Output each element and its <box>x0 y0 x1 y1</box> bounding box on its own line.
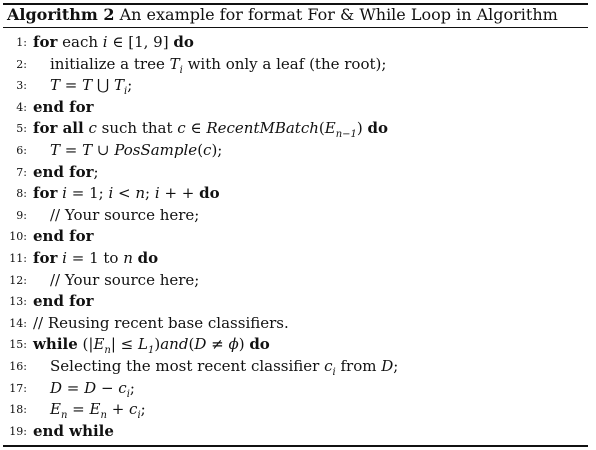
math-symbol: i <box>62 184 67 203</box>
line-number: 6: <box>16 143 27 157</box>
algorithm-line <box>3 97 588 119</box>
line-number: 8: <box>16 187 27 201</box>
line-code <box>33 421 114 443</box>
line-number: 13: <box>9 295 27 309</box>
algorithm-line <box>3 334 588 356</box>
keyword: end for <box>33 292 94 311</box>
math-subscript: n <box>60 410 68 422</box>
math-subscript: 1 <box>148 345 155 357</box>
line-code <box>33 313 289 335</box>
code-text: + + <box>159 184 200 203</box>
keyword: for all <box>33 119 84 138</box>
code-text: ∈ <box>185 119 207 138</box>
code-text: initialize a tree <box>50 54 170 73</box>
algorithm-line <box>3 378 588 400</box>
line-code <box>50 205 199 227</box>
code-text: − <box>96 378 119 397</box>
algorithm-line <box>3 54 588 76</box>
algorithm-line <box>3 313 588 335</box>
code-text: // Your source here; <box>50 270 200 289</box>
math-subscript: i <box>332 366 336 378</box>
math-symbol: T <box>50 76 61 95</box>
math-symbol: ϕ <box>228 335 239 354</box>
caption-label: Algorithm 2 <box>7 5 115 24</box>
algorithm-line <box>3 399 588 421</box>
line-number: 18: <box>9 403 27 417</box>
keyword: do <box>249 335 270 354</box>
code-text: ) <box>356 119 368 138</box>
code-text: ; <box>393 356 399 375</box>
keyword: do <box>173 33 194 51</box>
keyword: end for <box>33 227 94 246</box>
math-symbol: and <box>160 335 189 354</box>
code-text: ≠ <box>206 335 229 354</box>
code-text: ); <box>211 140 223 159</box>
math-subscript: i <box>137 410 141 422</box>
code-text: ⋃ <box>92 76 114 95</box>
keyword: for <box>33 33 58 51</box>
keyword: do <box>137 248 159 267</box>
code-text: (| <box>77 335 94 354</box>
algorithm-line <box>3 291 588 313</box>
code-text: // Your source here; <box>50 205 200 224</box>
algorithm-line <box>3 140 588 162</box>
math-symbol: i <box>154 184 160 203</box>
math-symbol: c <box>324 356 333 375</box>
math-symbol: E <box>89 400 101 419</box>
math-symbol: i <box>62 248 67 267</box>
line-number: 7: <box>16 165 27 179</box>
algorithm-line <box>3 421 588 443</box>
math-subscript: i <box>126 388 130 400</box>
algorithm-block <box>3 3 588 443</box>
line-code <box>50 140 222 162</box>
math-symbol: T <box>169 54 180 73</box>
keyword: do <box>367 119 389 138</box>
code-text: = <box>62 378 85 397</box>
code-text: ; <box>127 76 133 95</box>
algorithm-line <box>3 32 588 54</box>
line-number: 15: <box>9 338 27 352</box>
math-symbol: E <box>324 119 336 138</box>
code-text: from <box>335 356 382 375</box>
math-symbol: c <box>203 140 212 159</box>
line-code <box>33 248 158 270</box>
math-symbol: c <box>177 119 186 138</box>
line-number: 2: <box>16 57 27 71</box>
line-code <box>33 291 94 313</box>
math-symbol: L <box>138 335 148 354</box>
keyword: while <box>33 335 78 354</box>
math-symbol: D <box>50 378 63 397</box>
line-code <box>33 183 220 205</box>
keyword: end for <box>33 162 94 181</box>
math-symbol: RecentMBatch <box>206 119 319 138</box>
code-text: ; <box>140 400 146 419</box>
code-text: = <box>60 140 83 159</box>
math-subscript: n−1 <box>335 129 357 141</box>
code-text: ; <box>129 378 135 397</box>
code-text: ; <box>145 184 155 203</box>
line-number: 17: <box>9 381 27 395</box>
code-text: each <box>57 33 103 51</box>
algorithm-lines <box>3 32 588 442</box>
code-text: with only a leaf (the root); <box>182 54 387 73</box>
code-text: ) <box>238 335 250 354</box>
code-text: ∪ <box>92 140 115 159</box>
math-symbol: c <box>129 400 138 419</box>
code-text: < <box>113 184 136 203</box>
line-number: 11: <box>9 251 27 265</box>
caption-text: An example for format For & While Loop in Algorithm <box>119 5 558 24</box>
algorithm-line <box>3 270 588 292</box>
code-text: = <box>67 400 90 419</box>
math-symbol: c <box>118 378 127 397</box>
code-text: | ≤ <box>110 335 139 354</box>
algorithm-line <box>3 118 588 140</box>
code-text: = 1 to <box>66 248 124 267</box>
math-symbol: D <box>194 335 207 354</box>
algorithm-line <box>3 162 588 184</box>
math-subscript: n <box>104 345 111 357</box>
algorithm-line <box>3 356 588 378</box>
math-symbol: E <box>93 335 105 354</box>
line-code <box>33 226 94 248</box>
math-symbol: c <box>88 119 97 138</box>
code-text: ( <box>188 335 195 354</box>
math-symbol: D <box>84 378 97 397</box>
math-symbol: i <box>102 33 108 51</box>
code-text: + <box>106 400 130 419</box>
algorithm-line <box>3 226 588 248</box>
line-code <box>33 97 94 119</box>
code-text: = 1; <box>66 184 109 203</box>
line-number: 4: <box>16 100 27 114</box>
keyword: do <box>199 184 220 203</box>
math-subscript: i <box>124 86 128 98</box>
code-text: // Reusing recent base classifiers. <box>33 313 289 332</box>
math-symbol: T <box>82 76 93 95</box>
math-subscript: i <box>179 64 183 76</box>
code-text: such that <box>96 119 178 138</box>
code-text: ; <box>93 162 99 181</box>
algorithm-line <box>3 183 588 205</box>
math-symbol: T <box>82 140 93 159</box>
line-number: 16: <box>9 359 27 373</box>
math-symbol: PosSample <box>114 140 198 159</box>
math-symbol: D <box>381 356 394 375</box>
code-text: = <box>60 76 83 95</box>
math-symbol: E <box>50 400 61 419</box>
keyword: end for <box>33 97 94 116</box>
keyword: for <box>33 184 58 203</box>
algorithm-line <box>3 248 588 270</box>
line-number: 10: <box>9 230 27 244</box>
code-text: ∈ [1, 9] <box>107 33 174 51</box>
code-text: Selecting the most recent classifier <box>50 356 325 375</box>
line-number: 5: <box>16 122 27 136</box>
math-symbol: T <box>113 76 124 95</box>
keyword: for <box>33 248 58 267</box>
math-symbol: i <box>108 184 114 203</box>
code-text: ) <box>154 335 161 354</box>
line-number: 14: <box>9 316 27 330</box>
line-code <box>33 32 194 54</box>
algorithm-caption <box>7 6 558 24</box>
caption-rule <box>3 27 588 28</box>
math-symbol: n <box>123 248 133 267</box>
line-code <box>33 162 99 184</box>
line-number: 19: <box>9 424 27 438</box>
line-number: 12: <box>9 273 27 287</box>
math-symbol: n <box>135 184 146 203</box>
line-number: 9: <box>16 208 27 222</box>
algorithm-line <box>3 205 588 227</box>
line-code <box>50 270 199 292</box>
algorithm-line <box>3 75 588 97</box>
keyword: end while <box>33 421 114 440</box>
line-number: 1: <box>16 36 27 49</box>
line-number: 3: <box>16 79 27 93</box>
math-subscript: n <box>100 410 107 422</box>
math-symbol: T <box>50 140 61 159</box>
code-text: ( <box>318 119 325 138</box>
bottom-rule <box>3 445 588 447</box>
code-text: ( <box>197 140 204 159</box>
